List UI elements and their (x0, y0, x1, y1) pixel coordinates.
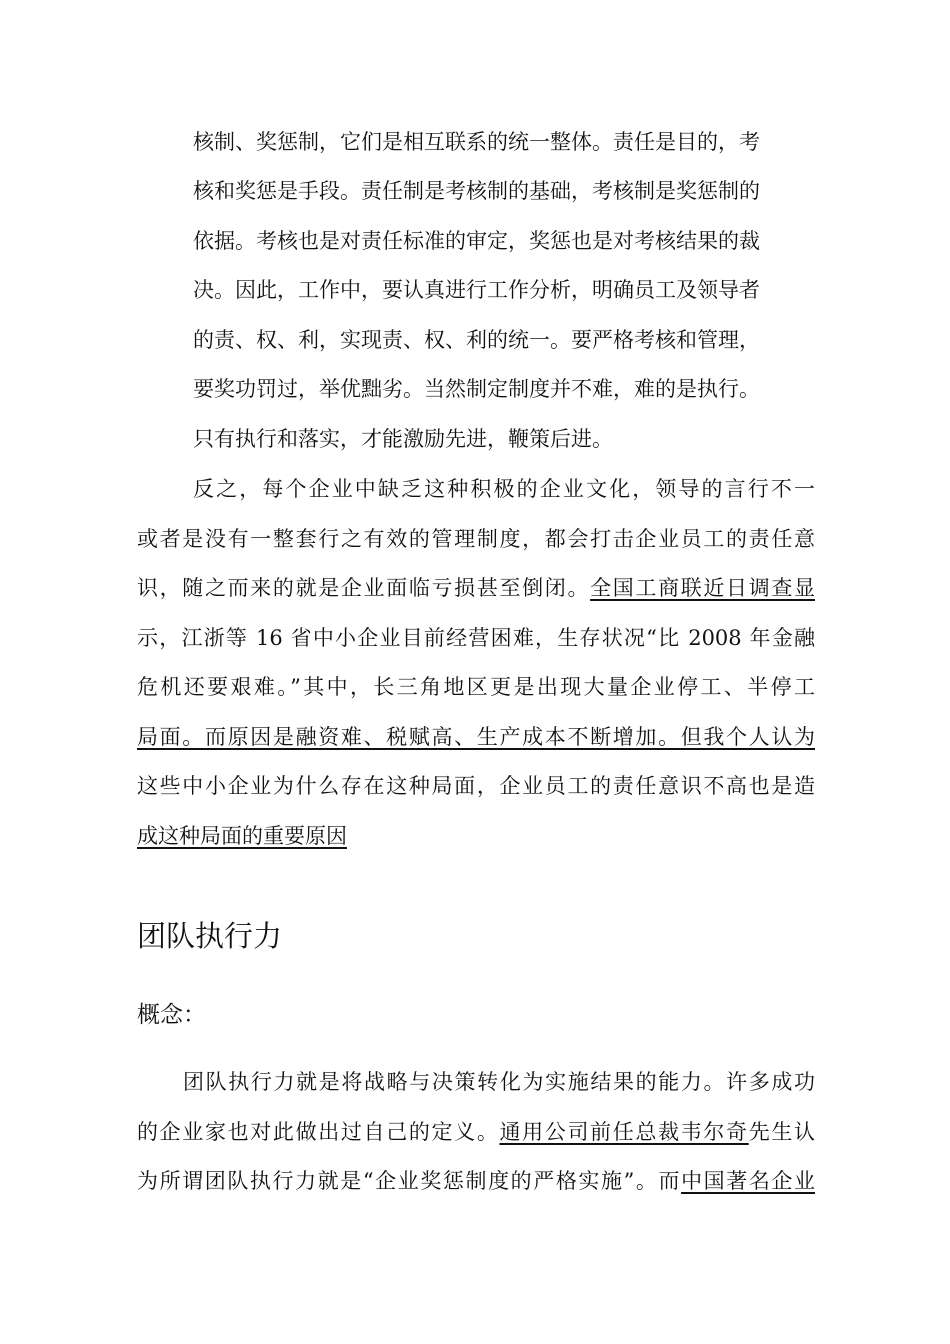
text-line: 决。因此，工作中，要认真进行工作分析，明确员工及领导者 (193, 278, 760, 302)
text-line: 要奖功罚过，举优黜劣。当然制定制度并不难，难的是执行。 (193, 377, 760, 401)
subsection-heading: 概念： (137, 1002, 206, 1028)
text-line: 只有执行和落实，才能激励先进，鞭策后进。 (193, 427, 613, 451)
text-line: 示，江浙等 16 省中小企业目前经营困难，生存状况“比 2008 年金融 (137, 626, 815, 650)
text-line (137, 1167, 815, 1195)
text-line: 依据。考核也是对责任标准的审定，奖惩也是对考核结果的裁 (193, 229, 760, 253)
text-run: 为所谓团队执行力就是“企业奖惩制度的严格实施”。而 (137, 1169, 682, 1193)
text-line: 这些中小企业为什么存在这种局面，企业员工的责任意识不高也是造 (137, 774, 815, 798)
text-line: 团队执行力就是将战略与决策转化为实施结果的能力。许多成功 (183, 1070, 815, 1094)
text-run: 先生认 (748, 1120, 816, 1144)
underlined-text: 全国工商联近日调查显 (590, 576, 816, 600)
text-line: 核制、奖惩制，它们是相互联系的统一整体。责任是目的，考 (193, 130, 760, 154)
text-line: 核和奖惩是手段。责任制是考核制的基础，考核制是奖惩制的 (193, 179, 760, 203)
underlined-text: 通用公司前任总裁韦尔奇 (499, 1120, 749, 1144)
underlined-text-line: 成这种局面的重要原因 (137, 824, 347, 848)
text-line: 危机还要艰难。”其中，长三角地区更是出现大量企业停工、半停工 (137, 675, 815, 699)
text-line (137, 1118, 815, 1146)
text-run: 识，随之而来的就是企业面临亏损甚至倒闭。 (137, 576, 591, 600)
text-run: 的企业家也对此做出过自己的定义。 (137, 1120, 500, 1144)
text-line: 反之，每个企业中缺乏这种积极的企业文化，领导的言行不一 (193, 477, 815, 501)
text-line (137, 574, 815, 602)
underlined-text-line: 局面。而原因是融资难、税赋高、生产成本不断增加。但我个人认为 (137, 725, 815, 749)
underlined-text: 中国著名企业 (681, 1169, 815, 1193)
text-line: 或者是没有一整套行之有效的管理制度，都会打击企业员工的责任意 (137, 527, 815, 551)
section-heading: 团队执行力 (137, 919, 283, 953)
text-line: 的责、权、利，实现责、权、利的统一。要严格考核和管理， (193, 328, 760, 352)
